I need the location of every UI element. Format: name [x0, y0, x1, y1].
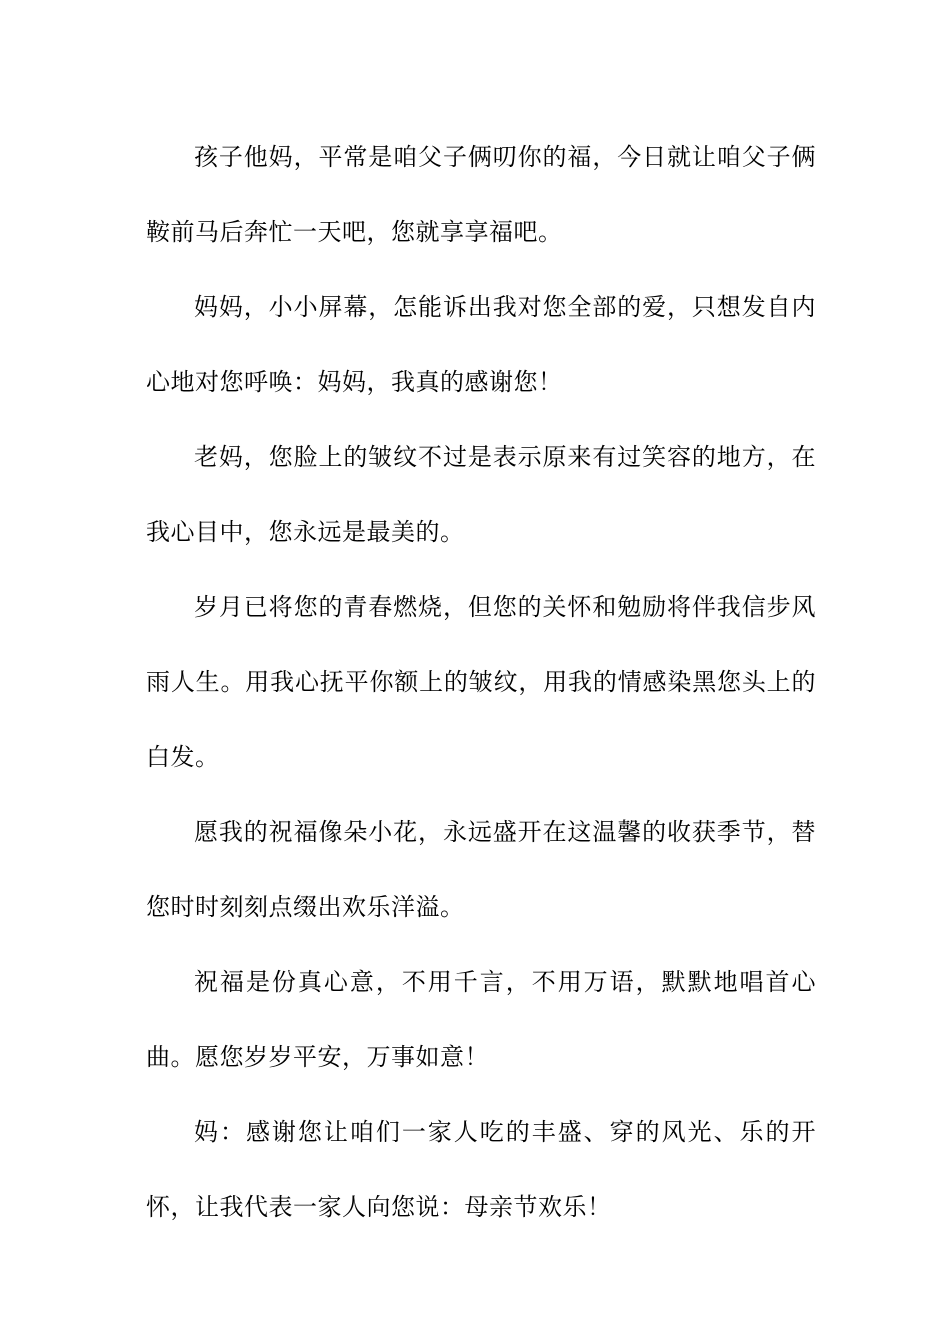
paragraph-4: 岁月已将您的青春燃烧，但您的关怀和勉励将伴我信步风雨人生。用我心抚平你额上的皱纹，用我的情感染黑您头上的白发。 — [146, 593, 816, 771]
paragraph-3: 老妈，您脸上的皱纹不过是表示原来有过笑容的地方，在我心目中，您永远是最美的。 — [146, 443, 816, 546]
paragraph-6: 祝福是份真心意，不用千言，不用万语，默默地唱首心曲。愿您岁岁平安，万事如意！ — [146, 968, 816, 1071]
paragraph-7: 妈：感谢您让咱们一家人吃的丰盛、穿的风光、乐的开怀，让我代表一家人向您说：母亲节欢乐！ — [146, 1118, 816, 1221]
paragraph-1: 孩子他妈，平常是咱父子俩叨你的福，今日就让咱父子俩鞍前马后奔忙一天吧，您就享享福吧。 — [146, 143, 816, 246]
document-body — [146, 120, 816, 1245]
paragraph-2: 妈妈，小小屏幕，怎能诉出我对您全部的爱，只想发自内心地对您呼唤：妈妈，我真的感谢您！ — [146, 293, 816, 396]
paragraph-5: 愿我的祝福像朵小花，永远盛开在这温馨的收获季节，替您时时刻刻点缀出欢乐洋溢。 — [146, 818, 816, 921]
